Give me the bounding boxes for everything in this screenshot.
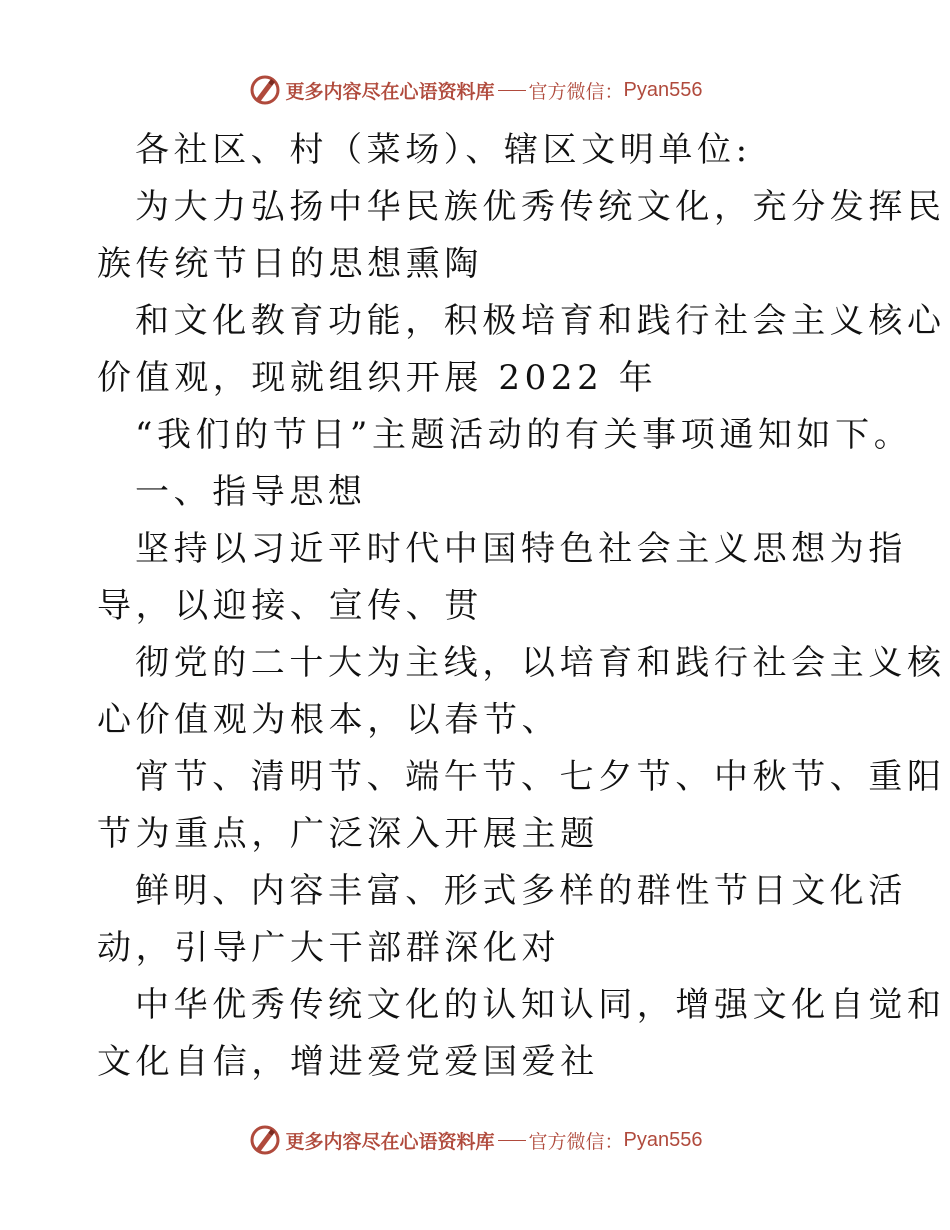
doc-line: “我们的节日”主题活动的有关事项通知如下。	[135, 415, 913, 455]
doc-line: 节为重点，广泛深入开展主题	[97, 814, 599, 854]
doc-line: 为大力弘扬中华民族优秀传统文化，充分发挥民	[135, 187, 946, 227]
footer-watermark-banner	[0, 1120, 950, 1160]
doc-line: 价值观，现就组织开展 2022 年	[97, 358, 658, 398]
banner-sub-text: 官方微信：	[528, 1130, 624, 1153]
banner-wechat-id: Pyan556	[623, 1128, 703, 1151]
doc-line: 宵节、清明节、端午节、七夕节、中秋节、重阳	[135, 757, 946, 797]
doc-line: 导，以迎接、宣传、贯	[97, 586, 483, 626]
header-watermark-banner	[0, 70, 950, 110]
banner-main-text: 更多内容尽在心语资料库	[285, 1130, 495, 1153]
banner-sub-text: 官方微信：	[528, 80, 624, 103]
pen-logo-icon	[248, 1123, 282, 1157]
doc-line: 动，引导广大干部群深化对	[97, 928, 561, 968]
section-heading: 一、指导思想	[135, 472, 367, 512]
banner-main-text: 更多内容尽在心语资料库	[285, 80, 495, 103]
banner-dash	[498, 90, 526, 91]
doc-line: 中华优秀传统文化的认知认同，增强文化自觉和	[135, 985, 946, 1025]
doc-line: 鲜明、内容丰富、形式多样的群性节日文化活	[135, 871, 907, 911]
doc-line: 坚持以习近平时代中国特色社会主义思想为指	[135, 529, 907, 569]
doc-line: 和文化教育功能，积极培育和践行社会主义核心	[135, 301, 946, 341]
doc-line: 族传统节日的思想熏陶	[97, 244, 483, 284]
banner-wechat-id: Pyan556	[623, 78, 703, 101]
doc-line: 各社区、村（菜场）、辖区文明单位:	[135, 130, 752, 170]
doc-line: 彻党的二十大为主线，以培育和践行社会主义核	[135, 643, 946, 683]
doc-line: 文化自信，增进爱党爱国爱社	[97, 1042, 599, 1082]
doc-line: 心价值观为根本，以春节、	[97, 700, 561, 740]
pen-logo-icon	[248, 73, 282, 107]
banner-dash	[498, 1140, 526, 1141]
